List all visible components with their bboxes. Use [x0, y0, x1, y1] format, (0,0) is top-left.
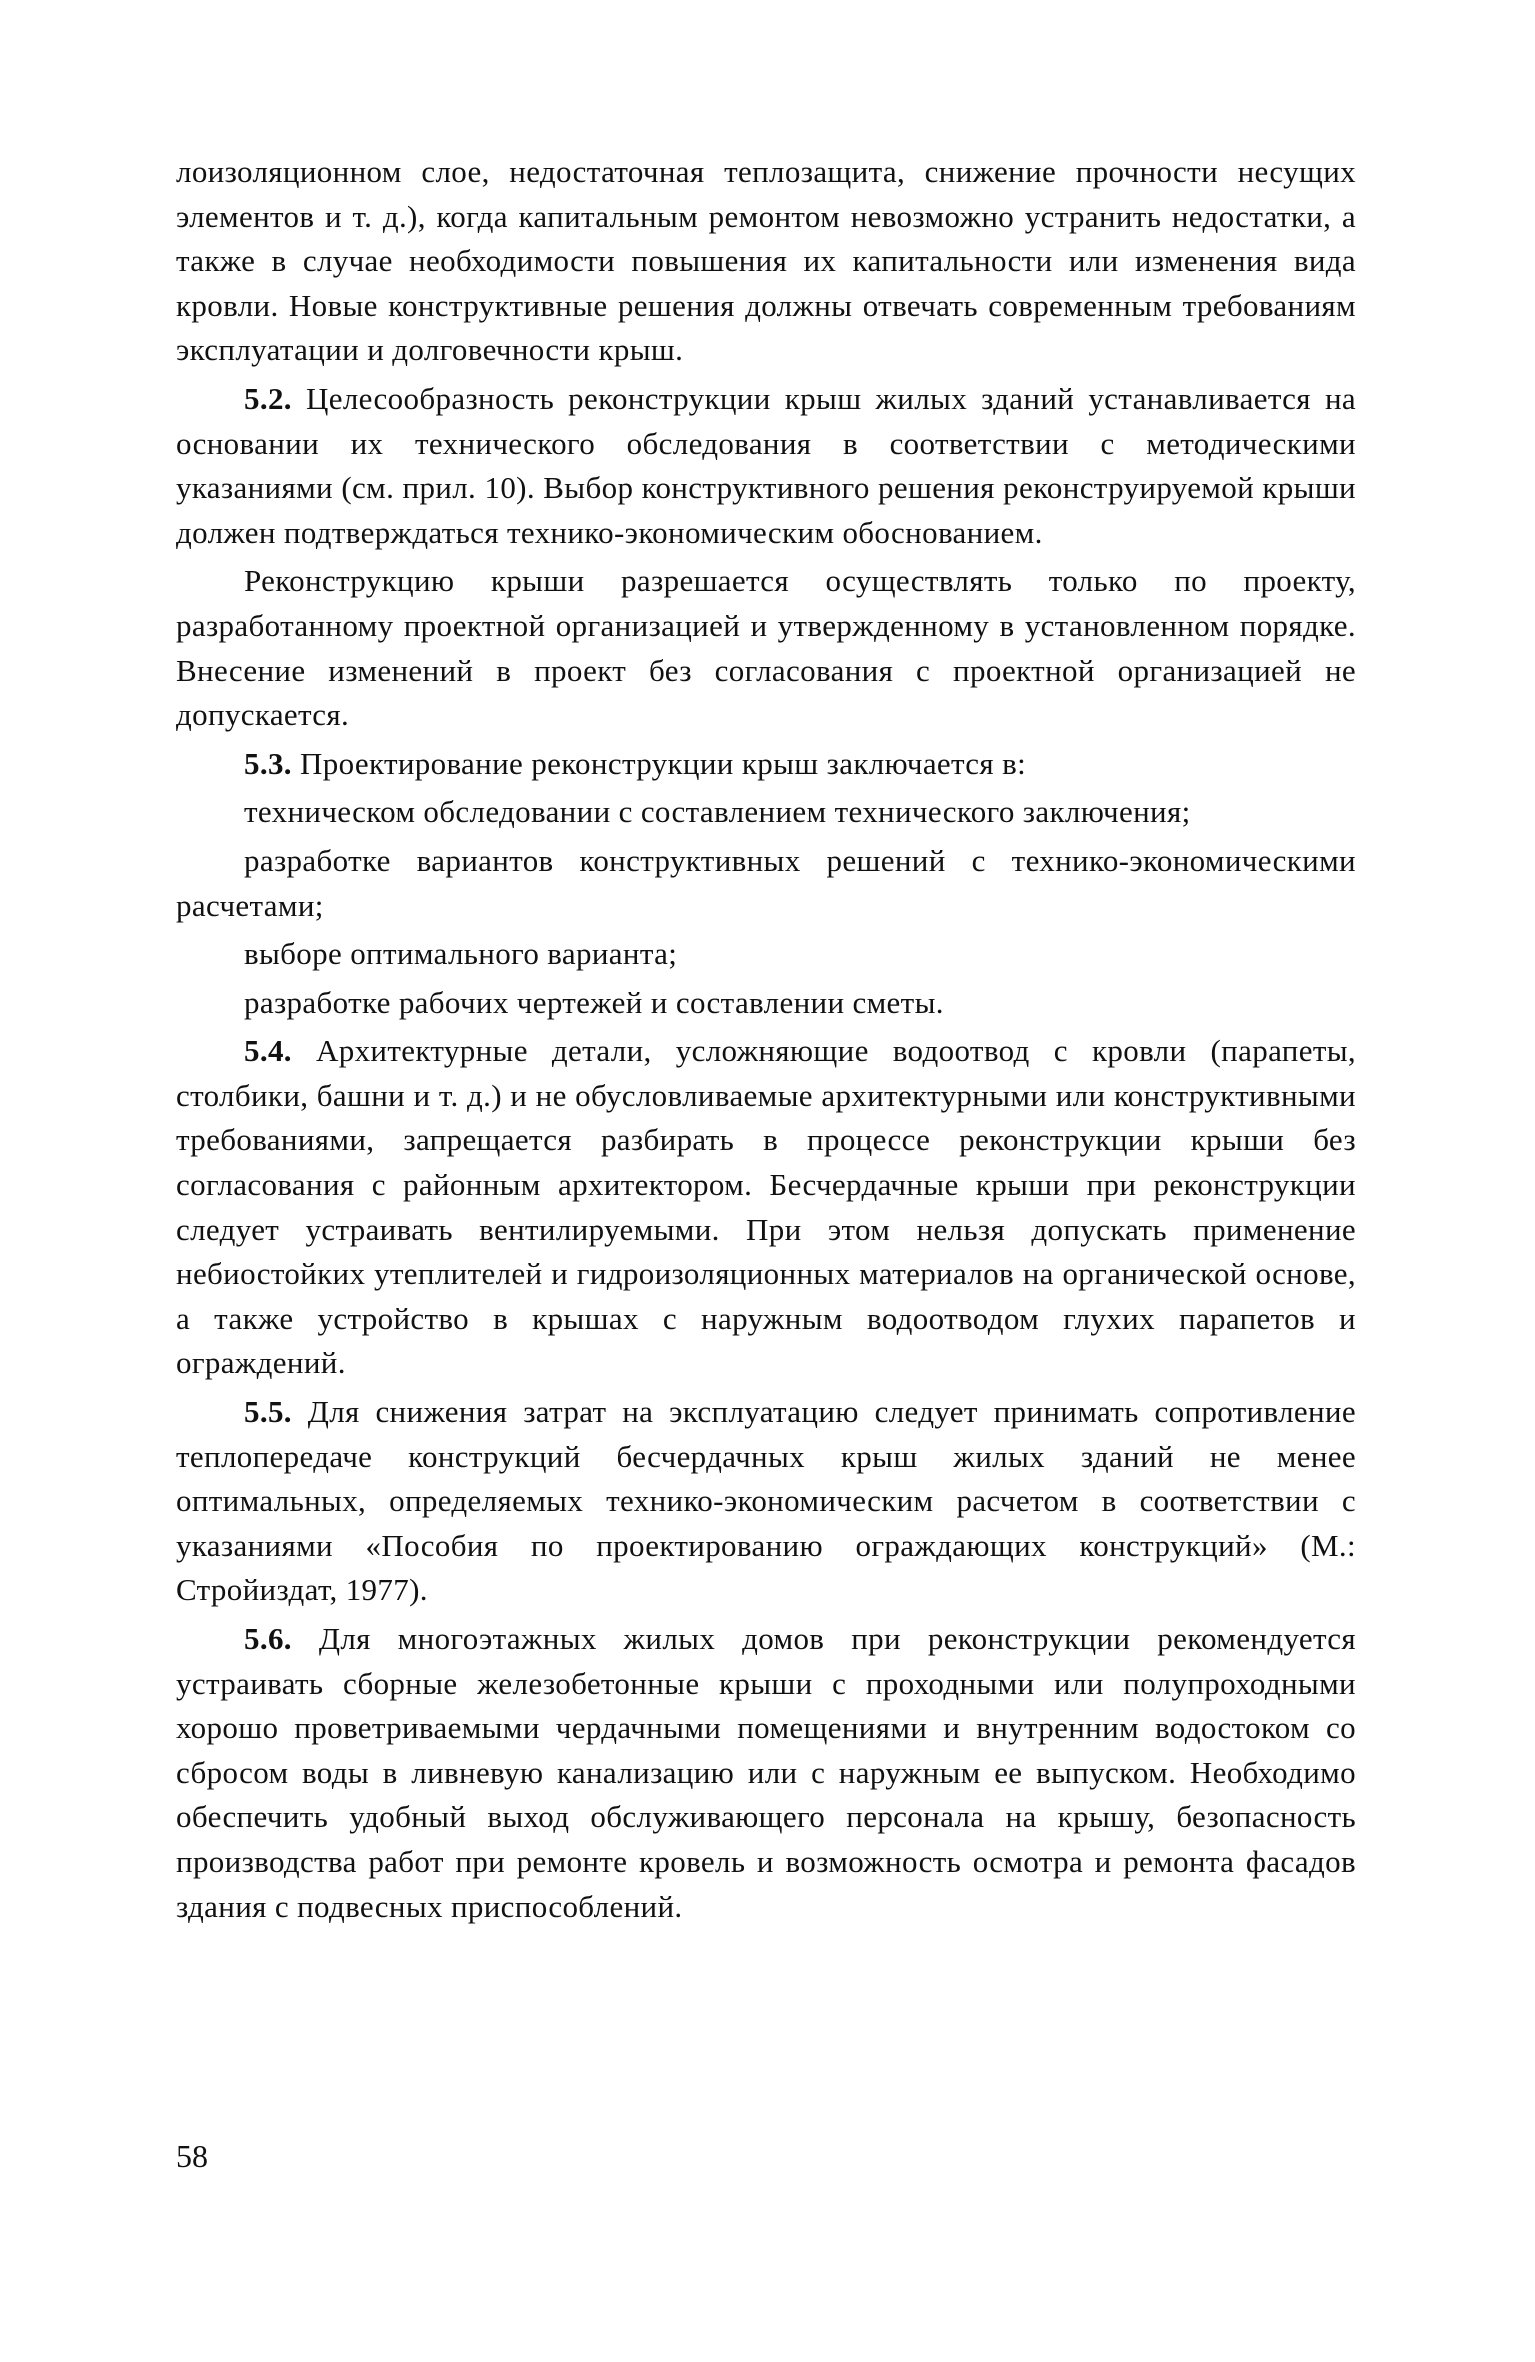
section-number: 5.5.: [244, 1394, 292, 1430]
paragraph-text: Для многоэтажных жилых домов при реконструкции рекомендуется устраивать сборные железобетонные крыши с проходными или полупроходными хорошо проветриваемыми чердачными помещениями и внутренним водостоком со сбросом воды в ливневую канализацию или с наружным ее выпуском. Необходимо обеспечить удобный выход обслуживающего персонала на крышу, безопасность производства работ при ремонте кровель и возможность осмотра и ремонта фасадов здания с подвесных приспособлений.: [176, 1621, 1356, 1924]
paragraph-text: Целесообразность реконструкции крыш жилых зданий устанавливается на основании их технического обследования в соответствии с методическими указаниями (см. прил. 10). Выбор конструктивного решения реконструируемой крыши должен подтверждаться технико-экономическим обоснованием.: [176, 380, 1356, 550]
paragraph-text: Архитектурные детали, усложняющие водоотвод с кровли (парапеты, столбики, башни и т. д.) и не обусловливаемые архитектурными или конструктивными требованиями, запрещается разбирать в процессе реконструкции крыши без согласования с районным архитектором. Бесчердачные крыши при реконструкции следует устраивать вентилируемыми. При этом нельзя допускать применение небиостойких утеплителей и гидроизоляционных материалов на органической основе, а также устройство в крышах с наружным водоотводом глухих парапетов и ограждений.: [176, 1033, 1356, 1381]
paragraph-text: техническом обследовании с составлением технического заключения;: [244, 794, 1191, 830]
list-item-variants: [176, 839, 1356, 928]
paragraph-text: выборе оптимального варианта;: [244, 936, 678, 972]
section-number: 5.6.: [244, 1621, 292, 1656]
paragraph-text: Для снижения затрат на эксплуатацию следует принимать сопротивление теплопередаче конструкций бесчердачных крыш жилых зданий не менее оптимальных, определяемых технико-экономическим расчетом в соответствии с указаниями «Пособия по проектированию ограждающих конструкций» (М.: Стройиздат, 1977).: [176, 1394, 1356, 1608]
paragraph-5-3: [176, 742, 1356, 787]
paragraph-text: разработке рабочих чертежей и составлении сметы.: [244, 984, 944, 1020]
paragraph-5-5: [176, 1390, 1356, 1613]
section-number: 5.3.: [244, 745, 292, 781]
paragraph-text: разработке вариантов конструктивных решений с технико-экономическими расчетами;: [176, 842, 1356, 923]
paragraph-text: Проектирование реконструкции крыш заключается в:: [300, 745, 1027, 781]
page-number: 58: [176, 2138, 208, 2174]
paragraph-continuation: [176, 150, 1356, 373]
list-item-inspection: [176, 790, 1356, 835]
list-item-optimal-choice: [176, 932, 1356, 977]
paragraph-text: Реконструкцию крыши разрешается осуществлять только по проекту, разработанному проектной организацией и утвержденному в установленном порядке. Внесение изменений в проект без согласования с проектной организацией не допускается.: [176, 563, 1356, 733]
paragraph-5-6: [176, 1617, 1356, 1929]
paragraph-5-2: [176, 377, 1356, 555]
section-number: 5.4.: [244, 1033, 292, 1069]
document-page: [176, 150, 1356, 1933]
paragraph-5-4: [176, 1029, 1356, 1386]
paragraph-text: лоизоляционном слое, недостаточная теплозащита, снижение прочности несущих элементов и т. д.), когда капитальным ремонтом невозможно устранить недостатки, а также в случае необходимости повышения их капитальности или изменения вида кровли. Новые конструктивные решения должны отвечать современным требованиям эксплуатации и долговечности крыш.: [176, 154, 1356, 368]
list-item-drawings: [176, 981, 1356, 1026]
paragraph-reconstruction-project: [176, 559, 1356, 737]
section-number: 5.2.: [244, 380, 292, 416]
